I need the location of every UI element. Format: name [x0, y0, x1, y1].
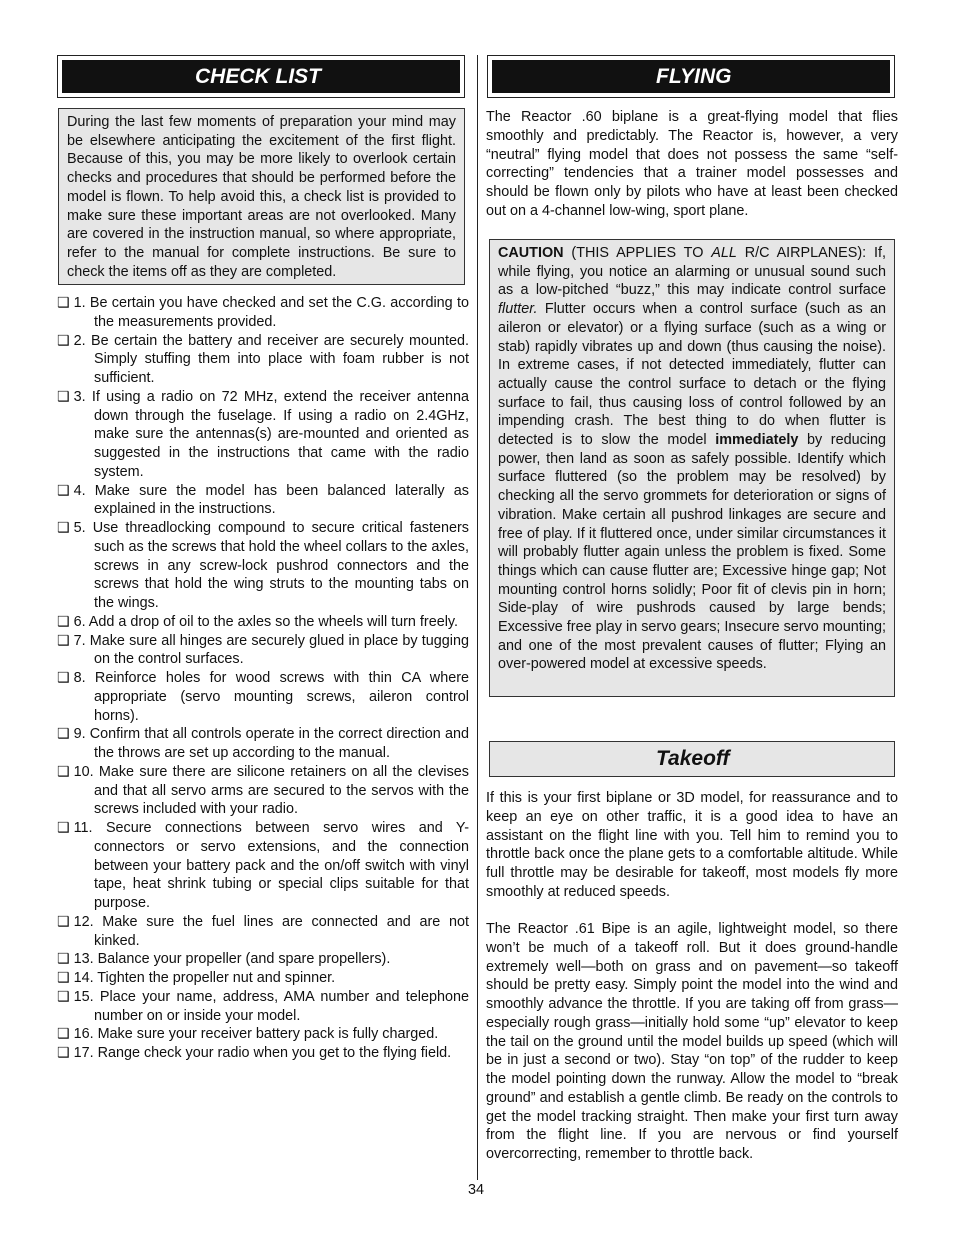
check-list-item: ❑ 9. Confirm that all controls operate in the correct direction and the throws are set up according to the manual. — [57, 726, 469, 761]
checkbox-icon[interactable]: ❑ — [57, 332, 70, 349]
caution-label: CAUTION — [498, 245, 564, 261]
checkbox-icon[interactable]: ❑ — [57, 388, 70, 405]
checkbox-icon[interactable]: ❑ — [57, 520, 70, 536]
checkbox-icon[interactable]: ❑ — [57, 820, 70, 836]
check-list-header — [57, 55, 465, 98]
check-list-item: ❑ 15. Place your name, address, AMA number and telephone number on or inside your model. — [57, 988, 469, 1024]
check-list-intro-text: During the last few moments of preparation your mind may be elsewhere anticipating the excitement of the first flight. Because of this, you may be more likely to overlook certain checks and procedures that should be performed before the model is flown. To help avoid this, a check list is provided to make sure these important areas are not overlooked. Many are covered in the instruction manual, so where appropriate, refer to the manual for complete instructions. Be sure to check the items off as they are completed. — [67, 114, 456, 280]
caution-immediately: immediately — [715, 432, 799, 449]
check-list-item: ❑ 5. Use threadlocking compound to secure critical fasteners such as the screws that hold the wheel collars to the axles, screws in any screw-lock pushrod connectors and the screws that hold the wing struts to the mounting tabs on the wings. — [57, 520, 469, 611]
caution-text: by reducing power, then land as soon as safely possible. Identify which surface fluttered (so the problem may be resolved) by checking all the servo grommets for deterioration or signs of vibration. Make certain all pushrod linkages are secure and free of play. If it fluttered once, under similar circumstances it will probably flutter again unless the problem is fixed. Some things which can cause flutter are; Excessive hinge gap; Not mounting control horns solidly; Poor fit of clevis pin in horn; Side-play of wire pushrods caused by large bends; Excessive free play in servo gears; Insecure servo mounting; and one of the most prevalent causes of flutter; Flying an over-powered model at excessive speeds. — [498, 432, 886, 673]
column-divider — [477, 55, 478, 1180]
checkbox-icon[interactable]: ❑ — [57, 1026, 70, 1043]
check-list-item: ❑ 16. Make sure your receiver battery pack is fully charged. — [57, 1026, 439, 1043]
check-list-item: ❑ 2. Be certain the battery and receiver are securely mounted. Simply stuffing them into place with foam rubber is not sufficient. — [57, 332, 469, 386]
flying-title: FLYING — [492, 60, 890, 93]
page-number: 34 — [468, 1182, 485, 1198]
checkbox-icon[interactable]: ❑ — [57, 632, 70, 649]
checkbox-icon[interactable]: ❑ — [57, 726, 70, 743]
checkbox-icon[interactable]: ❑ — [57, 970, 70, 986]
flying-intro-paragraph: The Reactor .60 biplane is a great-flying model that flies smoothly and predictably. The Reactor is, however, a very “neutral” flying model that does not possess the same “self-correcting” tendencies that a trainer model possesses and should be flown only by pilots who have at least been checked out on a 4-channel low-wing, sport plane. — [486, 109, 898, 219]
caution-all: ALL — [711, 245, 737, 261]
caution-flutter: flutter. — [498, 301, 538, 318]
checkbox-icon[interactable]: ❑ — [57, 988, 70, 1005]
checkbox-icon[interactable]: ❑ — [57, 482, 70, 499]
takeoff-paragraph-1: If this is your first biplane or 3D model, for reassurance and to keep an eye on other traffic, it is a good idea to have an assistant on the flight line with you. Tell him to remind you to throttle back once the plane gets to a comfortable altitude. While full throttle may be desirable for takeoff, most models fly more smoothly at reduced speeds. — [486, 790, 898, 900]
caution-box — [489, 239, 895, 697]
check-list-item: ❑ 12. Make sure the fuel lines are connected and are not kinked. — [57, 913, 469, 949]
check-list-item: ❑ 11. Secure connections between servo wires and Y-connectors or servo extensions, and the connection between your battery pack and the on/off switch with vinyl tape, heat shrink tubing or special clips suitable for that purpose. — [57, 820, 469, 911]
checkbox-icon[interactable]: ❑ — [57, 1045, 70, 1061]
check-list-item: ❑ 10. Make sure there are silicone retainers on all the clevises and that all servo arms are secured to the servos with the screws included with your radio. — [57, 763, 469, 818]
check-list-item: ❑ 14. Tighten the propeller nut and spinner. — [57, 970, 336, 986]
check-list-item: ❑ 7. Make sure all hinges are securely glued in place by tugging on the control surfaces. — [57, 632, 469, 668]
caution-text: (THIS APPLIES TO — [563, 245, 712, 261]
checkbox-icon[interactable]: ❑ — [57, 295, 70, 311]
checkbox-icon[interactable]: ❑ — [57, 670, 70, 686]
check-list-item: ❑ 6. Add a drop of oil to the axles so the wheels will turn freely. — [57, 613, 459, 630]
check-list-item: ❑ 17. Range check your radio when you get to the flying field. — [57, 1045, 452, 1061]
caution-text: Flutter occurs when a control surface (such as an aileron or elevator) or a flying surface (such as a wing or stab) rapidly vibrates up and down (thus causing the noise). In extreme cases, if not detected immediately, flutter can actually cause the control surface to detach or the flying surface to fail, thus causing loss of control followed by an impending crash. The best thing to do when flutter is detected is to slow the model — [498, 301, 886, 449]
takeoff-header — [489, 741, 895, 777]
checkbox-icon[interactable]: ❑ — [57, 913, 70, 930]
check-list-item: ❑ 8. Reinforce holes for wood screws with thin CA where appropriate (servo mounting screws, aileron control horns). — [57, 670, 469, 724]
checkbox-icon[interactable]: ❑ — [57, 613, 70, 630]
check-list-intro-box — [58, 108, 465, 285]
check-list-title: CHECK LIST — [62, 60, 460, 93]
check-list-item: ❑ 13. Balance your propeller (and spare propellers). — [57, 951, 391, 968]
check-list-item: ❑ 1. Be certain you have checked and set the C.G. according to the measurements provided. — [57, 295, 469, 330]
takeoff-title: Takeoff — [656, 747, 730, 770]
checkbox-icon[interactable]: ❑ — [57, 763, 70, 780]
flying-header — [487, 55, 895, 98]
caution-text: R/C AIRPLANES): If, while flying, you notice an alarming or unusual sound such as a low-pitched “buzz,” this may indicate control surface — [498, 245, 886, 299]
check-list-item: ❑ 4. Make sure the model has been balanced laterally as explained in the instructions. — [57, 482, 469, 518]
takeoff-paragraph-2: The Reactor .61 Bipe is an agile, lightweight model, so there won’t be much of a takeoff roll. But it does ground-handle extremely well—both on grass and on pavement—so takeoff should be pretty easy. Simply point the model into the wind and smoothly advance the throttle. If you are taking off from grass—especially rough grass—initially hold some “up” elevator to keep the tail on the ground until the model builds up speed (which will be in just a second or two). Stay “on top” of the rudder to keep the model pointing down the runway. Allow the model to “break ground” and establish a gentle climb. Be ready on the controls to get the model tracking straight. Then make your first turn away from the flight line. If you are nervous or find yourself overcorrecting, remember to throttle back. — [486, 921, 898, 1162]
check-list-item: ❑ 3. If using a radio on 72 MHz, extend the receiver antenna down through the fuselage. If using a radio on 2.4GHz, make sure the antennas(s) are-mounted and oriented as suggested in the instructions that came with the radio system. — [57, 388, 469, 480]
check-list — [57, 294, 469, 1063]
checkbox-icon[interactable]: ❑ — [57, 951, 70, 968]
